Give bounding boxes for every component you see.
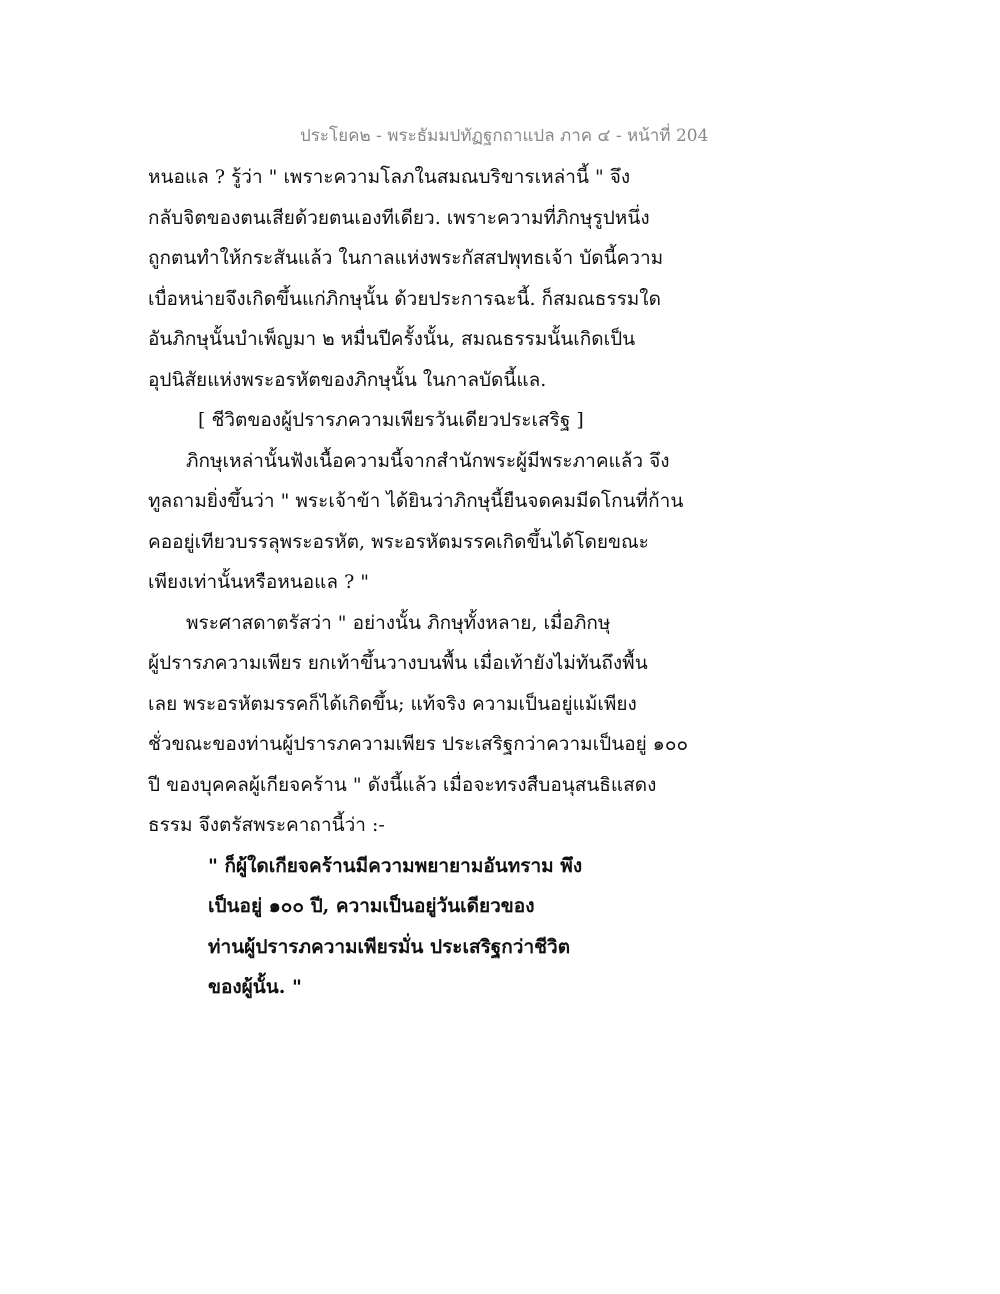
text-line: พระศาสดาตรัสว่า " อย่างนั้น ภิกษุทั้งหลาย, เมื่อภิกษุ <box>186 611 611 634</box>
text-line: ปี ของบุคคลผู้เกียจคร้าน " ดังนี้แล้ว เมื่อจะทรงสืบอนุสนธิแสดง <box>148 773 657 796</box>
verse-block <box>148 846 688 1008</box>
text-line: ภิกษุเหล่านั้นฟังเนื้อความนี้จากสำนักพระผู้มีพระภาคแล้ว จึง <box>186 449 670 472</box>
running-header: ประโยค๒ - พระธัมมปทัฏฐกถาแปล ภาค ๔ - หน้าที่ 204 <box>300 126 709 146</box>
text-line: ถูกตนทำให้กระสันแล้ว ในกาลแห่งพระกัสสปพุทธเจ้า บัดนี้ความ <box>148 247 664 269</box>
paragraph-1 <box>148 157 688 400</box>
text-line: ทูลถามยิ่งขึ้นว่า " พระเจ้าข้า ได้ยินว่าภิกษุนี้ยืนจดคมมีดโกนที่ก้าน <box>148 490 684 512</box>
paragraph-2 <box>148 441 688 603</box>
verse-line: ท่านผู้ปรารภความเพียรมั่น ประเสริฐกว่าชีวิต <box>208 935 571 958</box>
section-heading: [ ชีวิตของผู้ปรารภความเพียรวันเดียวประเสริฐ ] <box>198 409 584 431</box>
text-line: ชั่วขณะของท่านผู้ปรารภความเพียร ประเสริฐกว่าความเป็นอยู่ ๑๐๐ <box>148 733 689 755</box>
text-line: อันภิกษุนั้นบำเพ็ญมา ๒ หมื่นปีครั้งนั้น, สมณธรรมนั้นเกิดเป็น <box>148 328 636 350</box>
text-line: หนอแล ? รู้ว่า " เพราะความโลภในสมณบริขารเหล่านี้ " จึง <box>148 166 631 188</box>
verse-line: " ก็ผู้ใดเกียจคร้านมีความพยายามอันทราม พึง <box>208 854 583 877</box>
verse-line: เป็นอยู่ ๑๐๐ ปี, ความเป็นอยู่วันเดียวของ <box>208 895 535 917</box>
text-line: เพียงเท่านั้นหรือหนอแล ? " <box>148 571 370 593</box>
text-line: ผู้ปรารภความเพียร ยกเท้าขึ้นวางบนพื้น เมื่อเท้ายังไม่ทันถึงพื้น <box>148 652 648 674</box>
text-line: กลับจิตของตนเสียด้วยตนเองทีเดียว. เพราะความที่ภิกษุรูปหนึ่ง <box>148 206 650 229</box>
text-line: อุปนิสัยแห่งพระอรหัตของภิกษุนั้น ในกาลบัดนี้แล. <box>148 368 547 391</box>
text-line: เลย พระอรหัตมรรคก็ได้เกิดขึ้น; แท้จริง ความเป็นอยู่แม้เพียง <box>148 692 637 715</box>
verse-line: ของผู้นั้น. " <box>208 976 302 998</box>
paragraph-3 <box>148 603 688 846</box>
text-line: เบื่อหน่ายจึงเกิดขึ้นแก่ภิกษุนั้น ด้วยประการฉะนี้. ก็สมณธรรมใด <box>148 287 661 310</box>
text-line: ธรรม จึงตรัสพระคาถานี้ว่า :- <box>148 814 385 836</box>
body-text <box>148 157 688 1008</box>
text-line: คออยู่เทียวบรรลุพระอรหัต, พระอรหัตมรรคเกิดขึ้นได้โดยขณะ <box>148 530 649 553</box>
